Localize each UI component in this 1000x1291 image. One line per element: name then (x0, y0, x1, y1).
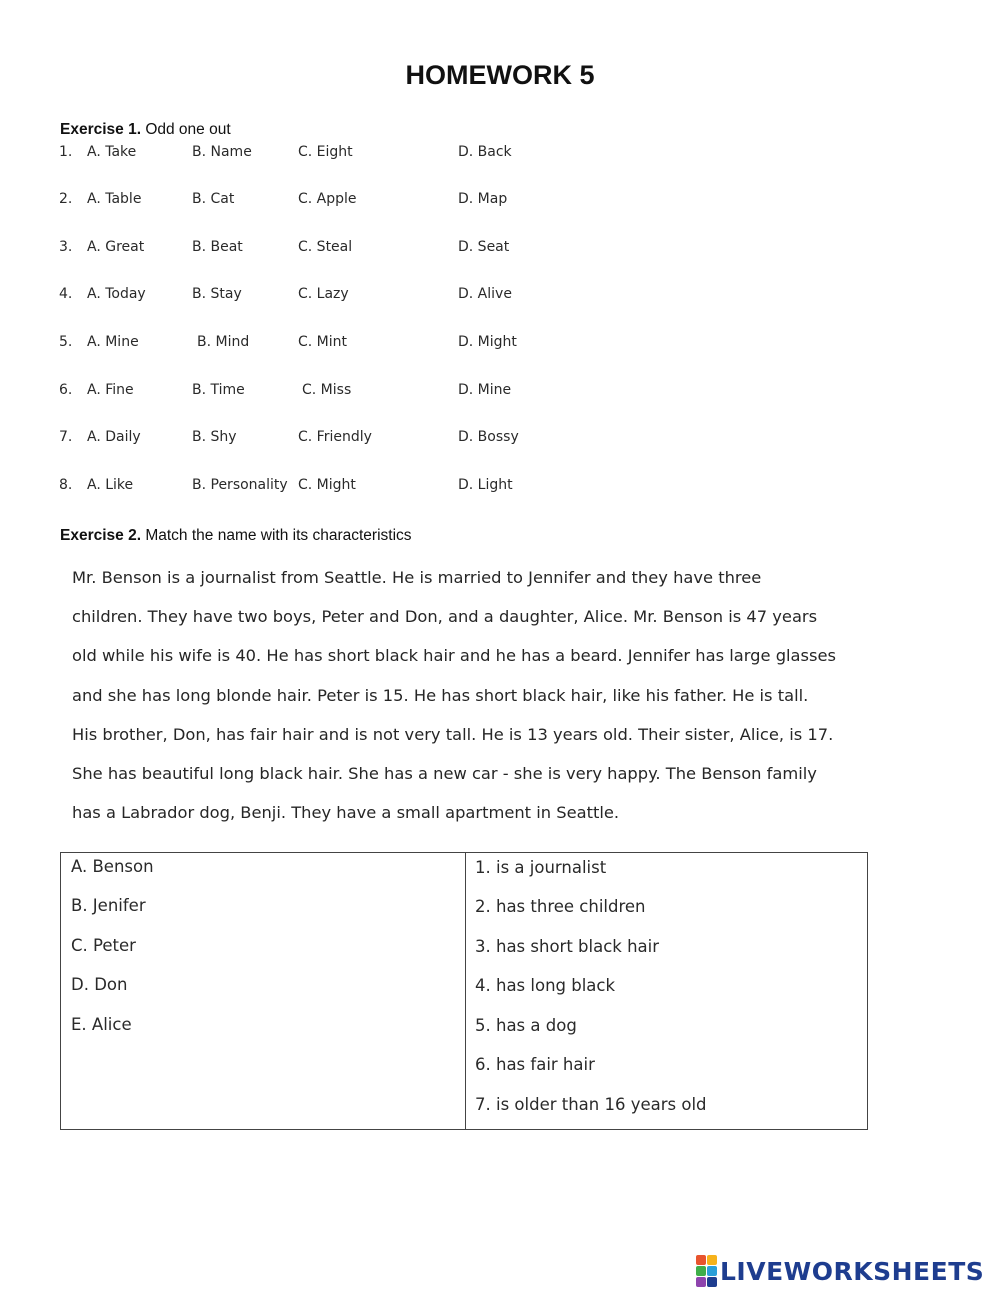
name-item[interactable]: C. Peter (71, 936, 136, 955)
logo-block (696, 1277, 706, 1287)
option-c[interactable]: C. Miss (302, 382, 352, 398)
option-b[interactable]: B. Shy (192, 429, 237, 445)
option-c[interactable]: C. Eight (298, 144, 353, 160)
passage-line: children. They have two boys, Peter and Don, and a daughter, Alice. Mr. Benson is 47 years (72, 607, 818, 627)
passage-line: has a Labrador dog, Benji. They have a small apartment in Seattle. (72, 803, 620, 823)
characteristic-item[interactable]: 3. has short black hair (475, 937, 660, 956)
option-c[interactable]: C. Mint (298, 334, 348, 350)
question-row (0, 239, 600, 261)
question-row (0, 477, 600, 499)
option-d[interactable]: D. Seat (458, 239, 510, 255)
option-b[interactable]: B. Stay (192, 286, 242, 302)
name-item[interactable]: E. Alice (71, 1015, 132, 1034)
option-a[interactable]: A. Fine (87, 382, 134, 398)
characteristic-item[interactable]: 1. is a journalist (475, 858, 607, 877)
logo-block (696, 1266, 706, 1276)
question-row (0, 144, 600, 166)
exercise-2-instruction: Match the name with its characteristics (145, 527, 412, 544)
question-number: 3. (59, 239, 73, 255)
option-b[interactable]: B. Beat (192, 239, 243, 255)
passage-line: Mr. Benson is a journalist from Seattle. He is married to Jennifer and they have three (72, 568, 762, 587)
question-number: 5. (59, 334, 73, 350)
option-a[interactable]: A. Take (87, 144, 137, 160)
passage-line: His brother, Don, has fair hair and is not very tall. He is 13 years old. Their sister, Alice, is 17. (72, 724, 834, 744)
name-item[interactable]: D. Don (71, 975, 128, 994)
option-d[interactable]: D. Map (458, 191, 508, 207)
option-d[interactable]: D. Back (458, 144, 512, 160)
question-number: 1. (59, 144, 73, 160)
option-a[interactable]: A. Like (87, 477, 134, 493)
passage-line: and she has long blonde hair. Peter is 15. He has short black hair, like his father. He is tall. (72, 685, 809, 705)
question-row (0, 382, 600, 404)
option-b[interactable]: B. Cat (192, 191, 235, 207)
page-title: HOMEWORK 5 (405, 60, 595, 90)
question-number: 8. (59, 477, 73, 493)
characteristic-item[interactable]: 4. has long black (475, 976, 616, 995)
name-item[interactable]: B. Jenifer (71, 896, 146, 915)
logo-block (707, 1255, 717, 1265)
characteristic-item[interactable]: 7. is older than 16 years old (475, 1095, 707, 1114)
option-b[interactable]: B. Time (192, 382, 245, 398)
exercise-1-label: Exercise 1. (60, 121, 142, 138)
characteristic-item[interactable]: 2. has three children (475, 897, 646, 916)
option-c[interactable]: C. Apple (298, 191, 357, 207)
option-b[interactable]: B. Name (192, 144, 252, 160)
logo-block (696, 1255, 706, 1265)
question-row (0, 191, 600, 213)
option-d[interactable]: D. Might (458, 334, 517, 350)
logo-block (707, 1266, 717, 1276)
question-number: 4. (59, 286, 73, 302)
exercise-1-heading (60, 121, 231, 139)
option-c[interactable]: C. Friendly (298, 429, 372, 445)
liveworksheets-logo (696, 1255, 984, 1287)
question-row (0, 429, 600, 451)
option-b[interactable]: B. Personality (192, 477, 288, 493)
option-d[interactable]: D. Mine (458, 382, 512, 398)
option-a[interactable]: A. Great (87, 239, 145, 255)
option-b[interactable]: B. Mind (197, 334, 250, 350)
option-c[interactable]: C. Might (298, 477, 356, 493)
reading-passage (72, 558, 884, 832)
passage-line: old while his wife is 40. He has short black hair and he has a beard. Jennifer has large glasses (72, 646, 836, 666)
option-a[interactable]: A. Mine (87, 334, 139, 350)
option-a[interactable]: A. Today (87, 286, 146, 302)
option-d[interactable]: D. Bossy (458, 429, 519, 445)
option-c[interactable]: C. Lazy (298, 286, 349, 302)
question-row (0, 334, 600, 356)
passage-line: She has beautiful long black hair. She has a new car - she is very happy. The Benson family (72, 764, 817, 784)
exercise-2-label: Exercise 2. (60, 527, 142, 544)
logo-blocks-icon (696, 1255, 717, 1287)
matching-table (60, 852, 868, 1130)
option-d[interactable]: D. Light (458, 477, 513, 493)
question-number: 2. (59, 191, 73, 207)
option-d[interactable]: D. Alive (458, 286, 512, 302)
question-row (0, 286, 600, 308)
logo-block (707, 1277, 717, 1287)
exercise-1-instruction: Odd one out (145, 121, 231, 138)
option-a[interactable]: A. Table (87, 191, 142, 207)
table-divider (465, 853, 466, 1129)
name-item[interactable]: A. Benson (71, 857, 154, 876)
logo-text: LIVEWORKSHEETS (720, 1256, 985, 1286)
characteristic-item[interactable]: 5. has a dog (475, 1016, 577, 1035)
option-a[interactable]: A. Daily (87, 429, 141, 445)
question-number: 6. (59, 382, 73, 398)
question-number: 7. (59, 429, 73, 445)
characteristic-item[interactable]: 6. has fair hair (475, 1055, 595, 1074)
exercise-2-heading (60, 527, 412, 545)
option-c[interactable]: C. Steal (298, 239, 353, 255)
